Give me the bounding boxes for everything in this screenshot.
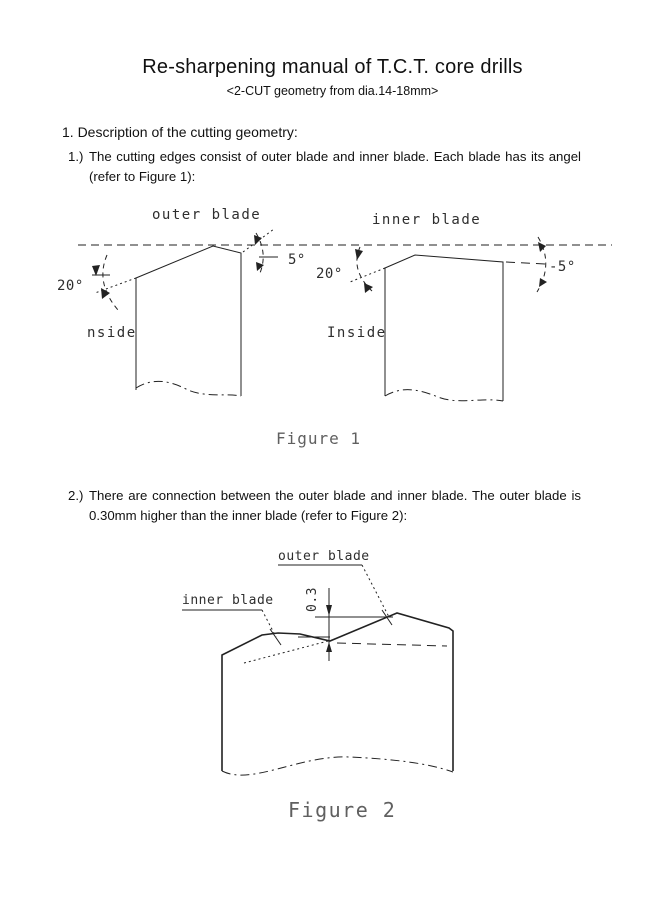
blade-body-outline [222, 613, 453, 771]
inner-blade-leader-line [262, 610, 276, 637]
page-subtitle: <2-CUT geometry from dia.14-18mm> [226, 84, 439, 98]
outer-blade-bottom-wave [136, 381, 241, 396]
outer-angle-arrow-bottom [101, 288, 110, 299]
inner-angle-arrow-top [355, 249, 363, 260]
outer-blade-left-angle-label: 20° [57, 278, 84, 294]
inner-clearance-arrow-bottom [539, 278, 547, 287]
list-item-2-text: There are connection between the outer blade and inner blade. The outer blade is 0.30mm higher than the inner blade (refer to Figure 2): [89, 488, 581, 523]
figure2-caption: Figure 2 [288, 798, 397, 822]
inner-angle-arrow-bottom [364, 283, 373, 293]
section-heading: 1. Description of the cutting geometry: [62, 124, 298, 140]
figure1-caption: Figure 1 [276, 429, 362, 448]
outer-blade-right-angle-label: 5° [288, 252, 306, 268]
inner-blade-profile [385, 255, 503, 401]
figure2-inner-blade-label: inner blade [182, 593, 274, 608]
inner-slope-dotted-line [244, 640, 332, 663]
inner-blade-label: inner blade [372, 212, 482, 228]
outer-blade-profile [136, 246, 241, 396]
inner-blade-left-angle-label: 20° [316, 266, 343, 282]
outer-angle-arc [103, 255, 118, 310]
inner-blade-leader-tick [270, 629, 281, 645]
list-item-1-number: 1.) [68, 149, 84, 164]
inside-label-right: Inside [327, 325, 387, 341]
inner-angle-extension-line [350, 268, 385, 282]
height-dimension-label: 0.3 [305, 587, 320, 612]
list-item-1 [68, 147, 581, 187]
inner-level-dashed-line [337, 643, 447, 646]
list-item-2-number: 2.) [68, 488, 84, 503]
inner-clearance-arrow-top [538, 242, 546, 252]
outer-angle-arrow-top [92, 265, 100, 276]
figure2-outer-blade-label: outer blade [278, 549, 370, 564]
dimension-arrow-top [326, 605, 332, 616]
blade-body-bottom-wave [222, 757, 453, 775]
outer-angle-extension-line [95, 278, 136, 293]
page-title: Re-sharpening manual of T.C.T. core drills [142, 56, 523, 78]
figure2-drawing [0, 540, 665, 840]
inner-clearance-extension-line [506, 262, 546, 264]
inside-label-left: nside [87, 325, 137, 341]
outer-blade-label: outer blade [152, 207, 262, 223]
inner-blade-right-angle-label: -5° [549, 259, 576, 275]
figure1-drawing [0, 195, 665, 460]
inner-blade-bottom-wave [385, 390, 503, 401]
list-item-2 [68, 486, 581, 526]
outer-blade-leader-line [362, 565, 389, 617]
list-item-1-text: The cutting edges consist of outer blade and inner blade. Each blade has its angel (refer to Figure 1): [89, 149, 581, 184]
dimension-arrow-bottom [326, 642, 332, 652]
